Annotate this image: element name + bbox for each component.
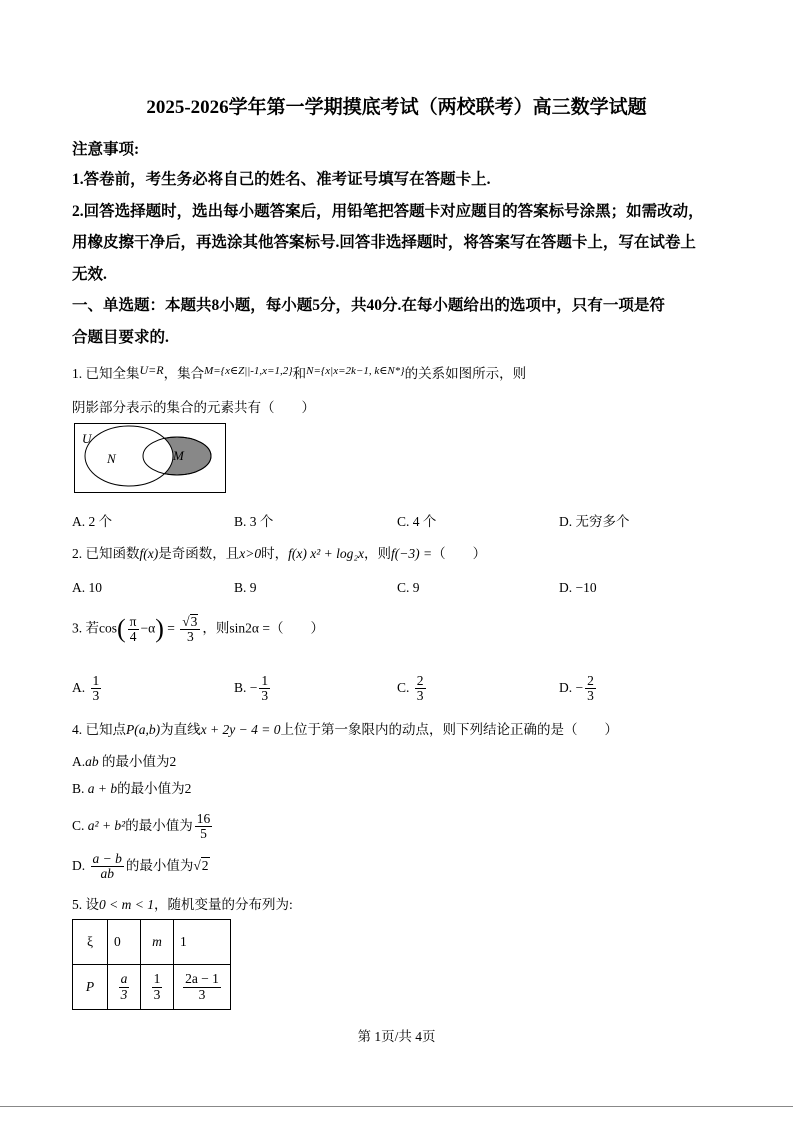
q3-three: 3 xyxy=(186,629,194,645)
q2-cond: x>0 xyxy=(239,546,262,561)
table-cell: $\frac{2a - 1}{3}$ xyxy=(174,965,231,1010)
venn-set-n xyxy=(85,426,173,486)
q3-option-b[interactable]: B. − $\frac{1}{3}$ xyxy=(234,673,269,704)
q1-post: 的关系如图所示，则 xyxy=(404,366,527,381)
q3-cos: cos xyxy=(99,620,117,636)
q4-option-c[interactable]: C. a² + b²的最小值为 $\frac{16}{5}$ xyxy=(72,811,211,842)
q3-mid: ，则 xyxy=(202,620,230,636)
table-cell: 1 xyxy=(174,920,231,965)
q3-option-d[interactable]: D. − $\frac{2}{3}$ xyxy=(559,673,594,704)
q1-option-d[interactable]: D. 无穷多个 xyxy=(559,514,630,529)
q5-cond: 0 < m < 1 xyxy=(99,897,154,912)
q3-pi-over-4 xyxy=(128,615,139,644)
q2-option-d[interactable]: D. −10 xyxy=(559,580,597,595)
q1-option-a[interactable]: A. 2 个 xyxy=(72,514,113,529)
q2-option-a[interactable]: A. 10 xyxy=(72,580,102,595)
q3-alpha: −α xyxy=(140,620,156,636)
q2-target: f(−3) = xyxy=(391,546,433,561)
q2-option-c[interactable]: C. 9 xyxy=(397,580,420,595)
q3-post: （ ） xyxy=(269,620,324,636)
q3-target: sin2α = xyxy=(229,620,270,636)
table-cell: P xyxy=(73,965,108,1010)
bottom-divider xyxy=(0,1106,793,1107)
notice-line-1: 1.答卷前，考生务必将自己的姓名、准考证号填写在答题卡上. xyxy=(72,171,491,188)
q1-option-c[interactable]: C. 4 个 xyxy=(397,514,437,529)
q2-option-b[interactable]: B. 9 xyxy=(234,580,257,595)
q1-pre: 1. 已知全集 xyxy=(72,366,140,381)
q4-line: x + 2y − 4 = 0 xyxy=(200,722,281,737)
venn-label-u: U xyxy=(82,431,92,446)
notice-line-2b: 用橡皮擦干净后，再选涂其他答案标号.回答非选择题时，将答案写在答题卡上，写在试卷上 xyxy=(72,234,696,251)
table-cell: $\frac{a}{3}$ xyxy=(108,965,141,1010)
q2-pre: 2. 已知函数 xyxy=(72,546,140,561)
venn-label-n: N xyxy=(107,451,116,466)
q3-option-c[interactable]: C. $\frac{2}{3}$ xyxy=(397,673,424,704)
venn-diagram xyxy=(74,423,226,493)
question-1-stem xyxy=(72,362,526,382)
table-row xyxy=(73,920,231,965)
table-row xyxy=(73,965,231,1010)
question-1-line-2: 阴影部分表示的集合的元素共有（ ） xyxy=(72,400,315,415)
question-4-stem: 4. 已知点P(a,b)为直线x + 2y − 4 = 0上位于第一象限内的动点，则下列结论正确的是（ ） xyxy=(72,722,618,737)
notice-heading: 注意事项: xyxy=(72,141,140,158)
question-2-stem xyxy=(72,542,486,562)
q4-point: P(a,b) xyxy=(126,722,161,737)
q4-option-b[interactable]: B. a + b的最小值为2 xyxy=(72,781,192,796)
table-cell: m xyxy=(141,920,174,965)
q1-option-b[interactable]: B. 3 个 xyxy=(234,514,274,529)
table-cell: 0 xyxy=(108,920,141,965)
q1-set-m: M={x∈Z||-1,x=1,2} xyxy=(204,365,293,377)
q4-option-a[interactable]: A.ab 的最小值为2 xyxy=(72,754,177,769)
q1-universal-set: U=R xyxy=(139,363,164,377)
q3-sqrt3: 3 xyxy=(190,614,198,629)
q3-pre: 3. 若 xyxy=(72,620,99,636)
section-heading-line-1: 一、单选题：本题共8小题，每小题5分，共40分.在每小题给出的选项中，只有一项是符 xyxy=(72,297,665,314)
venn-svg xyxy=(75,424,225,492)
question-3-stem: 3. 若cos( $\frac{\pi}{4}$ −α) = $\frac{√3}{3}$ ，则sin2α =（ ） xyxy=(72,613,324,645)
q2-post: （ ） xyxy=(432,546,487,561)
q3-pi: π xyxy=(129,613,137,629)
table-cell: ξ xyxy=(73,920,108,965)
q3-option-a[interactable]: A. $\frac{1}{3}$ xyxy=(72,673,100,704)
q2-mid2: 时， xyxy=(261,546,289,561)
q1-set-n: N={x|x=2k−1, k∈N*} xyxy=(306,365,405,377)
distribution-table xyxy=(72,919,231,1010)
q1-mid1: ，集合 xyxy=(163,366,205,381)
q3-rhs: $\frac{√3}{3}$ xyxy=(180,614,200,644)
section-heading-line-2: 合题目要求的. xyxy=(72,329,169,346)
page-title: 2025-2026学年第一学期摸底考试（两校联考）高三数学试题 xyxy=(146,97,647,118)
notice-line-2a: 2.回答选择题时，选出每小题答案后，用铅笔把答题卡对应题目的答案标号涂黑；如需改动， xyxy=(72,203,704,220)
q2-fx: f(x) xyxy=(139,546,159,561)
page-footer: 第 1页/共 4页 xyxy=(357,1029,436,1044)
venn-label-m: M xyxy=(173,448,184,463)
q1-mid2: 和 xyxy=(292,366,307,381)
table-cell: $\frac{1}{3}$ xyxy=(141,965,174,1010)
question-5-stem: 5. 设0 < m < 1，随机变量的分布列为: xyxy=(72,897,293,912)
q2-expr: f(x) x² + log₂x xyxy=(288,546,365,561)
q3-four: 4 xyxy=(129,628,137,644)
q4-option-d[interactable]: D. $\frac{a - b}{ab}$ 的最小值为√2 xyxy=(72,851,209,882)
q2-mid1: 是奇函数，且 xyxy=(158,546,240,561)
notice-line-2c: 无效. xyxy=(72,266,107,283)
q2-mid3: ，则 xyxy=(364,546,392,561)
